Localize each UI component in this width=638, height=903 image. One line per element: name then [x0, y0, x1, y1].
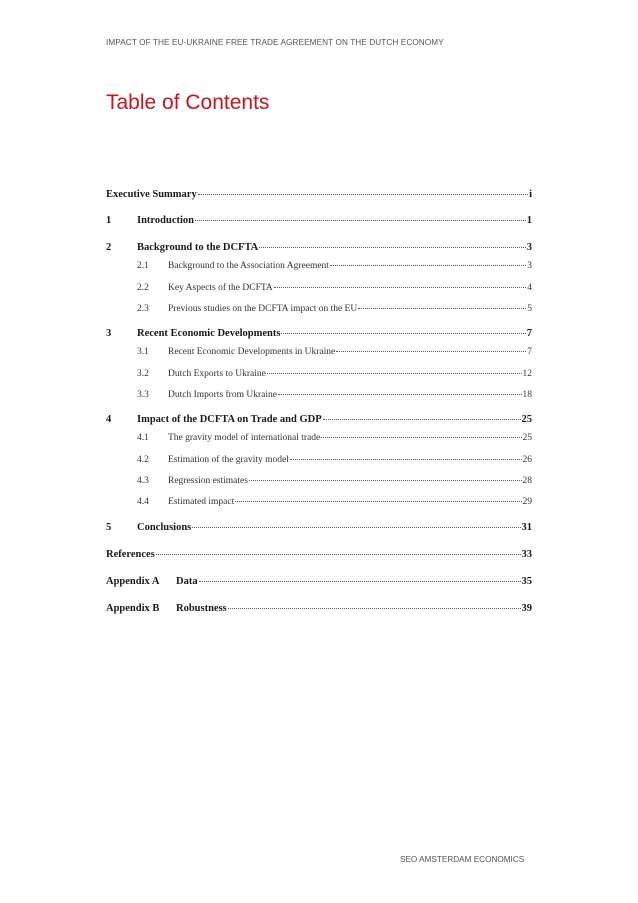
toc-entry-label: Dutch Exports to Ukraine	[168, 369, 266, 379]
toc-section-number: 1	[106, 215, 112, 226]
toc-page-number: 18	[522, 390, 532, 400]
toc-entry-label: Data	[176, 576, 198, 587]
dot-leader	[259, 247, 526, 248]
toc-page-number: 29	[522, 497, 532, 507]
toc-page-number: 28	[522, 476, 532, 486]
toc-entry-label: Executive Summary	[106, 189, 197, 200]
toc-entry-section-2[interactable]	[106, 242, 532, 253]
dot-leader	[358, 308, 526, 309]
toc-section-number: 4.1	[137, 433, 149, 443]
toc-page-number: 5	[527, 304, 532, 314]
dot-leader	[281, 333, 525, 334]
toc-entry-section-3-2[interactable]	[106, 369, 532, 379]
toc-entry-label: Background to the Association Agreement	[168, 261, 329, 271]
dot-leader	[336, 351, 526, 352]
dot-leader	[267, 373, 522, 374]
dot-leader	[274, 287, 526, 288]
toc-entry-label: Recent Economic Developments	[137, 328, 281, 339]
toc-entry-section-3[interactable]	[106, 328, 532, 339]
toc-page-number: 7	[526, 328, 532, 339]
dot-leader	[249, 480, 522, 481]
dot-leader	[199, 581, 521, 582]
toc-entry-section-4-2[interactable]	[106, 455, 532, 465]
toc-entry-appendix-b[interactable]	[106, 603, 532, 614]
toc-section-number: 4.4	[137, 497, 149, 507]
toc-page-number: 31	[521, 522, 532, 533]
toc-entry-section-1[interactable]	[106, 215, 532, 226]
dot-leader	[192, 527, 520, 528]
toc-section-number: 3.2	[137, 369, 149, 379]
toc-entry-section-3-1[interactable]	[106, 347, 532, 357]
toc-entry-section-2-1[interactable]	[106, 261, 532, 271]
toc-section-number: 2	[106, 242, 112, 253]
toc-page-number: 7	[527, 347, 532, 357]
toc-page-number: 4	[527, 283, 532, 293]
toc-page-number: 26	[522, 455, 532, 465]
toc-entry-section-4-1[interactable]	[106, 433, 532, 443]
toc-entry-label: Key Aspects of the DCFTA	[168, 283, 273, 293]
toc-section-number: 3	[106, 328, 112, 339]
toc-entry-label: Introduction	[137, 215, 194, 226]
toc-entry-references[interactable]	[106, 549, 532, 560]
toc-page-number: i	[529, 189, 532, 200]
toc-page-number: 1	[526, 215, 532, 226]
toc-entry-label: Conclusions	[137, 522, 192, 533]
toc-page-number: 35	[521, 576, 532, 587]
toc-section-number: 5	[106, 522, 112, 533]
dot-leader	[321, 437, 521, 438]
toc-page-number: 12	[522, 369, 532, 379]
toc-page-number: 25	[521, 414, 532, 425]
toc-entry-label: Estimation of the gravity model	[168, 455, 289, 465]
dot-leader	[198, 194, 528, 195]
toc-page-number: 3	[526, 242, 532, 253]
toc-appendix-number: Appendix A	[106, 576, 160, 587]
toc-entry-label: Robustness	[176, 603, 227, 614]
running-header: IMPACT OF THE EU-UKRAINE FREE TRADE AGREEMENT ON THE DUTCH ECONOMY	[106, 38, 444, 47]
toc-entry-label: Impact of the DCFTA on Trade and GDP	[137, 414, 322, 425]
toc-section-number: 3.1	[137, 347, 149, 357]
dot-leader	[195, 220, 526, 221]
toc-section-number: 4	[106, 414, 112, 425]
toc-section-number: 2.1	[137, 261, 149, 271]
toc-entry-section-4[interactable]	[106, 414, 532, 425]
toc-section-number: 4.2	[137, 455, 149, 465]
toc-entry-executive-summary[interactable]	[106, 189, 532, 200]
toc-page-number: 39	[521, 603, 532, 614]
dot-leader	[290, 459, 522, 460]
running-footer: SEO AMSTERDAM ECONOMICS	[400, 855, 525, 864]
toc-entry-label: Previous studies on the DCFTA impact on the EU	[168, 304, 358, 314]
toc-page-number: 25	[522, 433, 532, 443]
toc-page-number: 33	[521, 549, 532, 560]
toc-entry-section-3-3[interactable]	[106, 390, 532, 400]
toc-entry-label: Estimated impact	[168, 497, 235, 507]
dot-leader	[323, 419, 521, 420]
toc-section-number: 3.3	[137, 390, 149, 400]
toc-entry-label: Regression estimates	[168, 476, 248, 486]
dot-leader	[278, 394, 522, 395]
toc-section-number: 2.2	[137, 283, 149, 293]
dot-leader	[235, 501, 521, 502]
toc-entry-label: References	[106, 549, 155, 560]
page-title: Table of Contents	[106, 91, 270, 114]
toc-entry-label: Recent Economic Developments in Ukraine	[168, 347, 336, 357]
toc-entry-section-2-2[interactable]	[106, 283, 532, 293]
toc-entry-section-4-4[interactable]	[106, 497, 532, 507]
toc-page-number: 3	[527, 261, 532, 271]
toc-section-number: 4.3	[137, 476, 149, 486]
toc-entry-section-5[interactable]	[106, 522, 532, 533]
toc-entry-label: Background to the DCFTA	[137, 242, 259, 253]
dot-leader	[228, 608, 521, 609]
toc-entry-section-2-3[interactable]	[106, 304, 532, 314]
toc-entry-label: The gravity model of international trade	[168, 433, 321, 443]
toc-section-number: 2.3	[137, 304, 149, 314]
toc-entry-section-4-3[interactable]	[106, 476, 532, 486]
toc-appendix-number: Appendix B	[106, 603, 160, 614]
dot-leader	[330, 265, 526, 266]
dot-leader	[156, 554, 521, 555]
toc-entry-label: Dutch Imports from Ukraine	[168, 390, 277, 400]
toc-entry-appendix-a[interactable]	[106, 576, 532, 587]
